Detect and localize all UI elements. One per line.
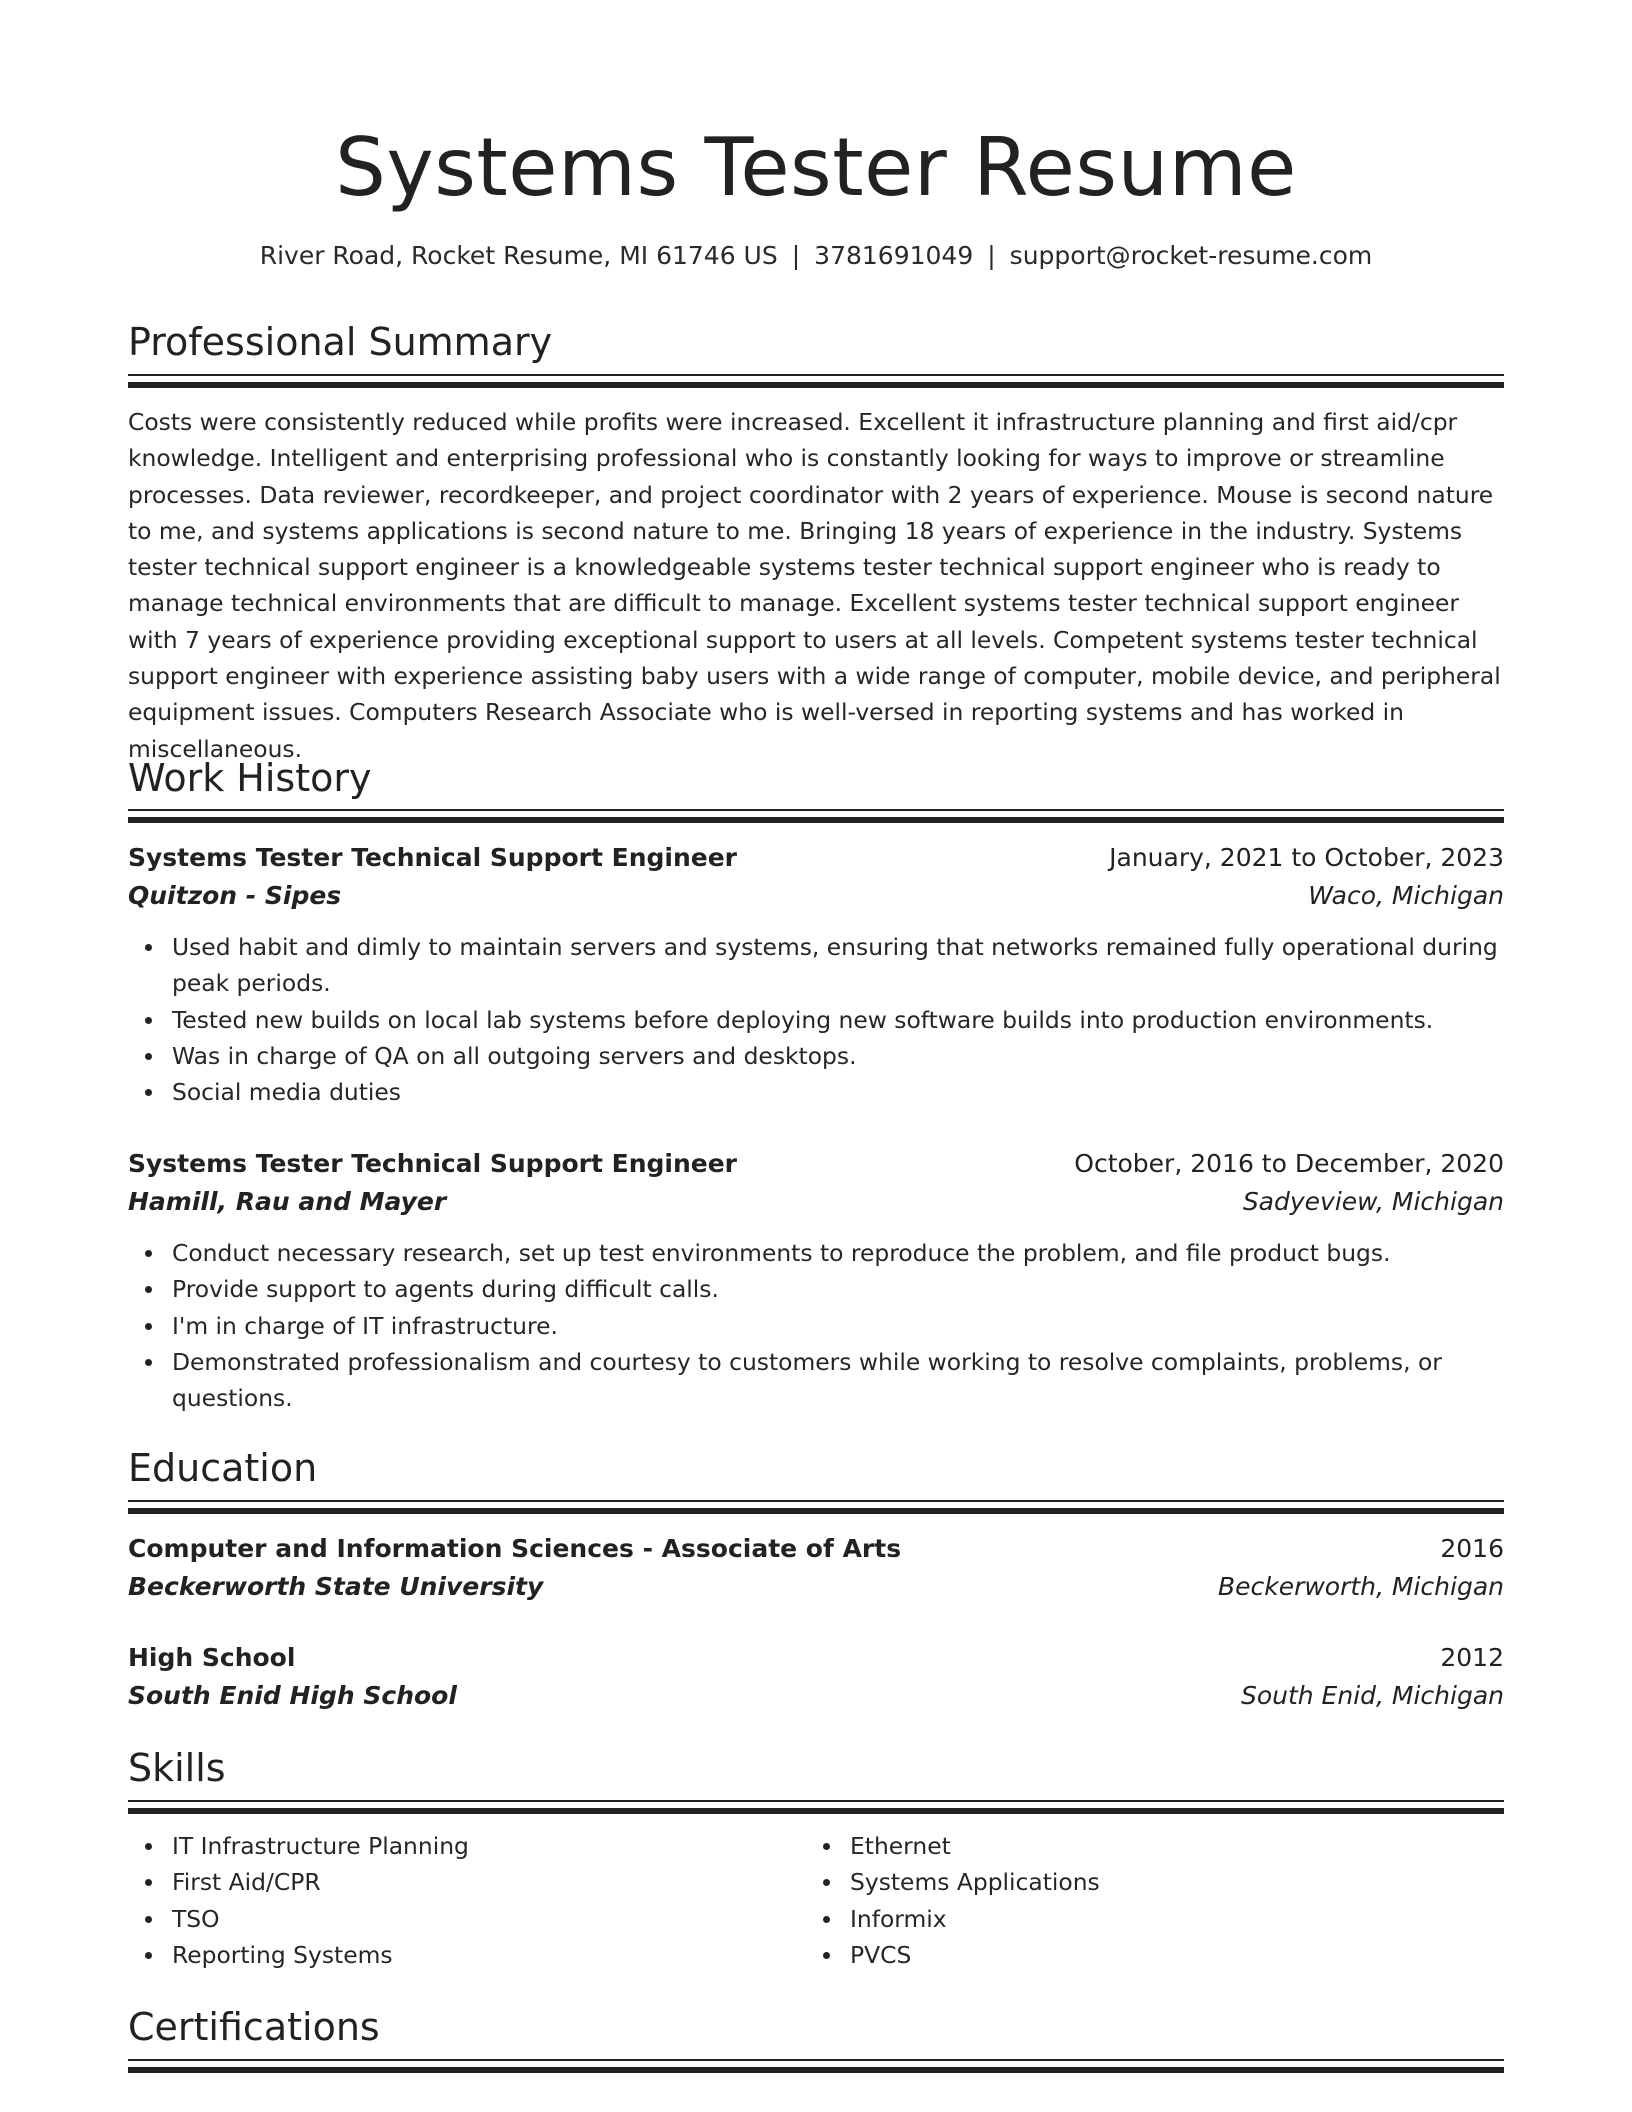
contact-phone: 3781691049 bbox=[814, 241, 974, 270]
skill-item: Reporting Systems bbox=[128, 1937, 806, 1973]
education-location: South Enid, Michigan bbox=[1240, 1681, 1504, 1710]
list-item: Demonstrated professionalism and courtesy to customers while working to resolve complaints, problems, or questions. bbox=[128, 1344, 1504, 1417]
skills-list bbox=[128, 1828, 1504, 1973]
list-item: Was in charge of QA on all outgoing servers and desktops. bbox=[128, 1038, 1504, 1074]
list-item: Social media duties bbox=[128, 1074, 1504, 1110]
education-degree: Computer and Information Sciences - Associate of Arts bbox=[128, 1534, 902, 1563]
list-item: Conduct necessary research, set up test environments to reproduce the problem, and file product bugs. bbox=[128, 1235, 1504, 1271]
education-location: Beckerworth, Michigan bbox=[1217, 1572, 1504, 1601]
education-school: Beckerworth State University bbox=[128, 1572, 544, 1601]
list-item: Provide support to agents during difficult calls. bbox=[128, 1271, 1504, 1307]
education-year: 2016 bbox=[1440, 1534, 1504, 1563]
section-divider bbox=[128, 1500, 1504, 1514]
contact-address: River Road, Rocket Resume, MI 61746 US bbox=[259, 241, 778, 270]
skill-item: PVCS bbox=[806, 1937, 1484, 1973]
list-item: Tested new builds on local lab systems before deploying new software builds into production environments. bbox=[128, 1002, 1504, 1038]
contact-separator: | bbox=[791, 241, 801, 270]
list-item: Used habit and dimly to maintain servers and systems, ensuring that networks remained fully operational during peak periods. bbox=[128, 929, 1504, 1002]
section-divider bbox=[128, 809, 1504, 823]
section-heading-certifications: Certifications bbox=[128, 2005, 380, 2049]
job-title: Systems Tester Technical Support Engineer bbox=[128, 1149, 737, 1178]
job-title: Systems Tester Technical Support Engineer bbox=[128, 843, 737, 872]
contact-email[interactable]: support@rocket-resume.com bbox=[1009, 241, 1373, 270]
section-heading-education: Education bbox=[128, 1446, 318, 1490]
section-heading-summary: Professional Summary bbox=[128, 320, 553, 364]
skills-column-right bbox=[806, 1828, 1484, 1973]
job-duties bbox=[128, 929, 1504, 1110]
education-year: 2012 bbox=[1440, 1643, 1504, 1672]
section-heading-work-history: Work History bbox=[128, 756, 372, 800]
job-entry bbox=[128, 839, 1504, 1110]
resume-title: Systems Tester Resume bbox=[335, 121, 1297, 214]
education-entry bbox=[128, 1530, 1504, 1606]
education-entry bbox=[128, 1639, 1504, 1715]
skill-item: Ethernet bbox=[806, 1828, 1484, 1864]
contact-separator: | bbox=[987, 241, 996, 270]
job-dates: October, 2016 to December, 2020 bbox=[1074, 1149, 1504, 1178]
education-school: South Enid High School bbox=[128, 1681, 457, 1710]
job-duties bbox=[128, 1235, 1504, 1416]
section-divider bbox=[128, 2059, 1504, 2073]
skill-item: TSO bbox=[128, 1901, 806, 1937]
skill-item: Informix bbox=[806, 1901, 1484, 1937]
skill-item: Systems Applications bbox=[806, 1864, 1484, 1900]
skills-column-left bbox=[128, 1828, 806, 1973]
section-divider bbox=[128, 374, 1504, 388]
list-item: I'm in charge of IT infrastructure. bbox=[128, 1308, 1504, 1344]
summary-text: Costs were consistently reduced while profits were increased. Excellent it infrastructure planning and first aid/cpr knowledge. Intelligent and enterprising professional who is constantly looking for ways to improve or streamline processes. Data reviewer, recordkeeper, and project coordinator with 2 years of experience. Mouse is second nature to me, and systems applications is second nature to me. Bringing 18 years of experience in the industry. Systems tester technical support engineer is a knowledgeable systems tester technical support engineer who is ready to manage technical environments that are difficult to manage. Excellent systems tester technical support engineer with 7 years of experience providing exceptional support to users at all levels. Competent systems tester technical support engineer with experience assisting baby users with a wide range of computer, mobile device, and peripheral equipment issues. Computers Research Associate who is well-versed in reporting systems and has worked in miscellaneous. bbox=[128, 408, 1501, 763]
job-dates: January, 2021 to October, 2023 bbox=[1109, 843, 1504, 872]
job-company: Quitzon - Sipes bbox=[128, 881, 342, 910]
section-divider bbox=[128, 1800, 1504, 1814]
skill-item: IT Infrastructure Planning bbox=[128, 1828, 806, 1864]
job-company: Hamill, Rau and Mayer bbox=[128, 1187, 447, 1216]
job-entry bbox=[128, 1145, 1504, 1416]
job-location: Sadyeview, Michigan bbox=[1242, 1187, 1504, 1216]
job-location: Waco, Michigan bbox=[1308, 881, 1504, 910]
contact-line bbox=[128, 238, 1504, 274]
skill-item: First Aid/CPR bbox=[128, 1864, 806, 1900]
section-heading-skills: Skills bbox=[128, 1746, 226, 1790]
education-degree: High School bbox=[128, 1643, 296, 1672]
